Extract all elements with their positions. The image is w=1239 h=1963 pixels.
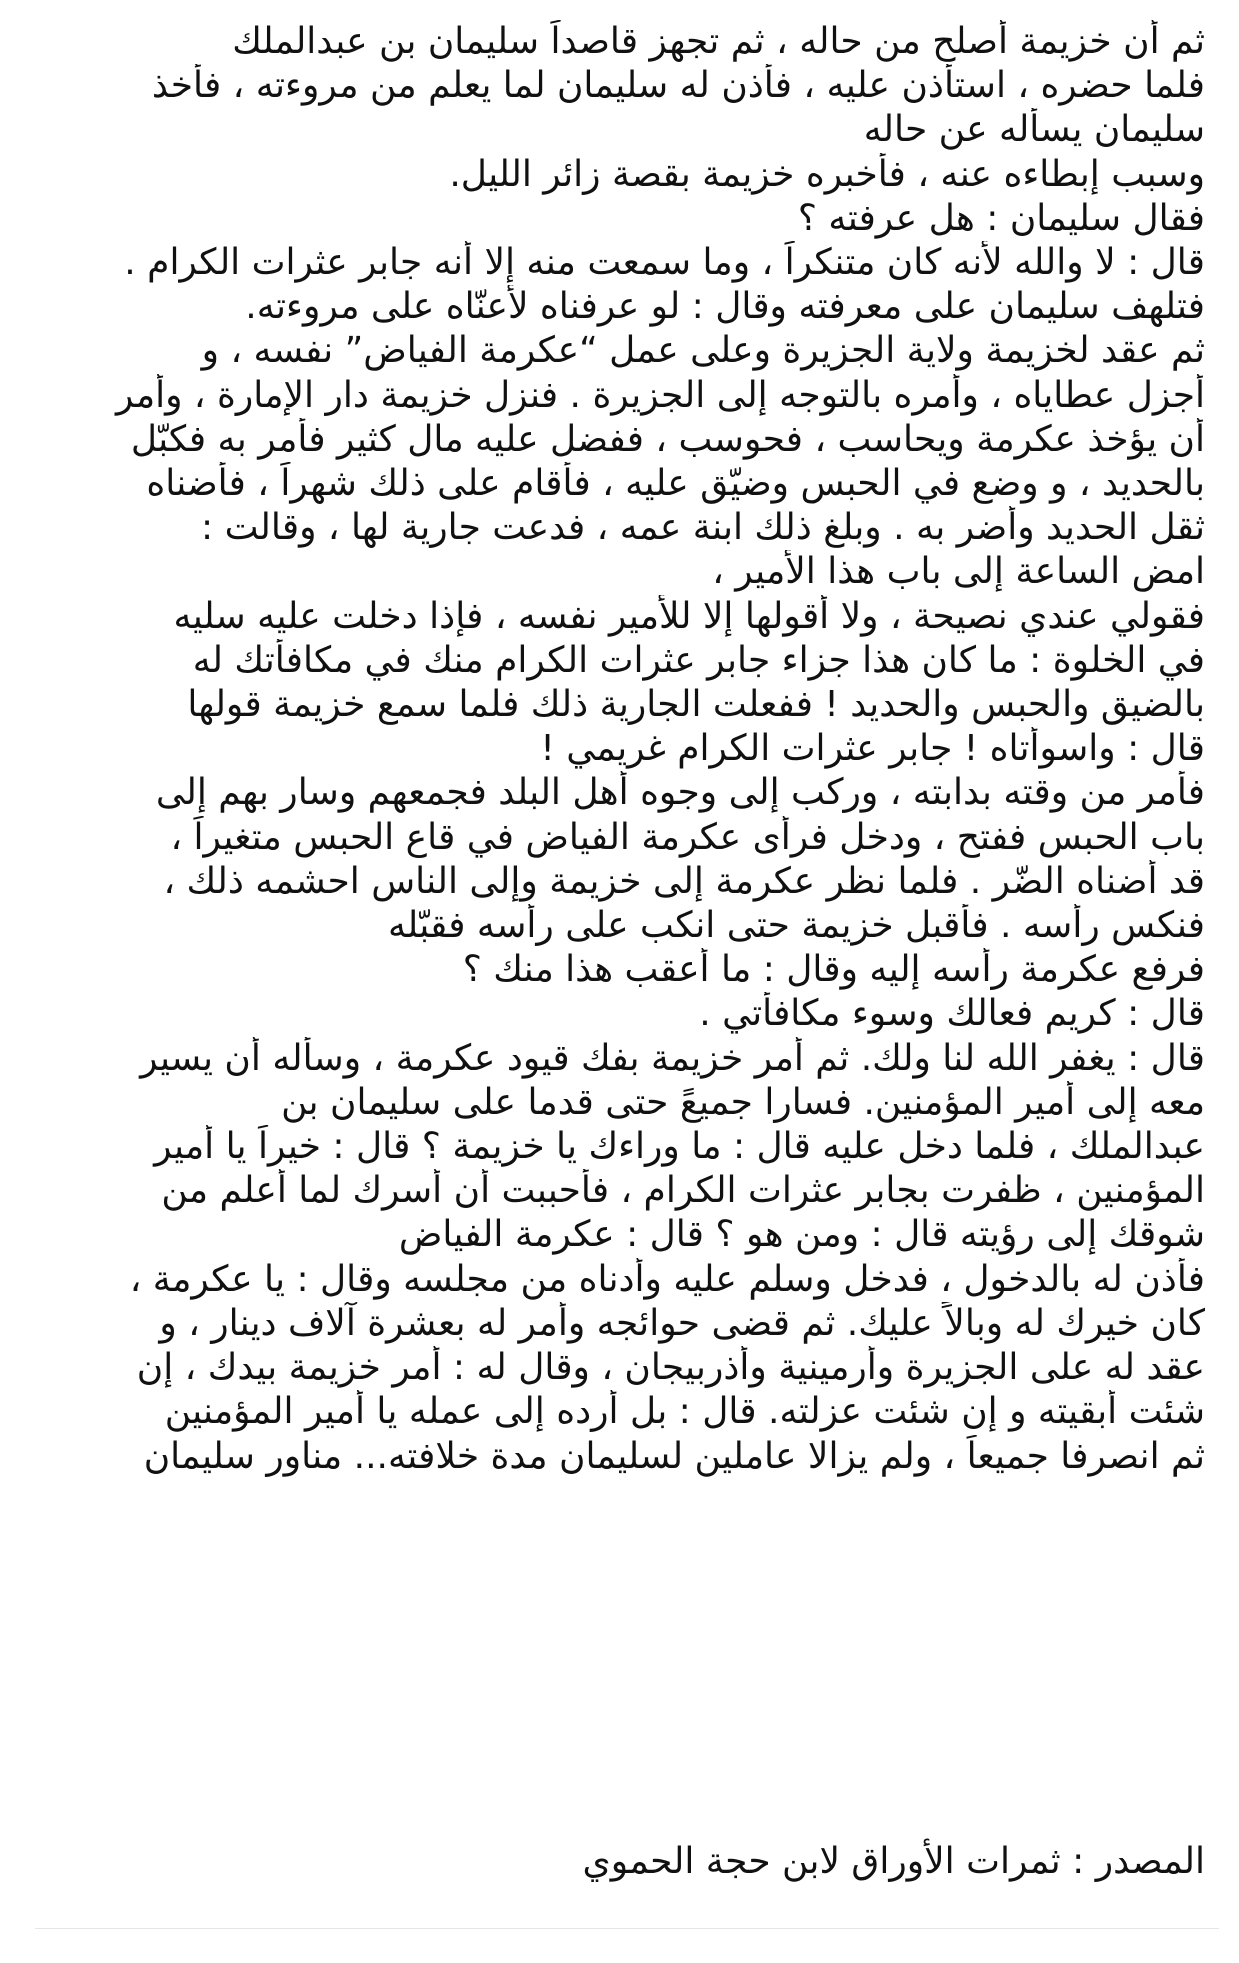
text-line-14: فقولي عندي نصيحة ، ولا أقولها إلا للأمير نفسه ، فإذا دخلت عليه سليه [173, 595, 1205, 637]
text-line-12: ثقل الحديد وأضر به . وبلغ ذلك ابنة عمه ، فدعت جارية لها ، وقالت : [201, 507, 1205, 549]
text-line-9: أجزل عطاياه ، وأمره بالتوجه إلى الجزيرة . فنزل خزيمة دار الإمارة ، وأمر [115, 374, 1205, 416]
story-text [50, 20, 1205, 1479]
text-line-3: سليمان يسأله عن حاله [863, 109, 1205, 151]
text-line-1: ثم أن خزيمة أصلح من حاله ، ثم تجهز قاصداً سليمان بن عبدالملك [232, 21, 1205, 62]
text-line-17: قال : واسوأتاه ! جابر عثرات الكرام غريمي ! [540, 728, 1205, 770]
text-line-4: وسبب إبطاءه عنه ، فأخبره خزيمة بقصة زائر الليل. [449, 153, 1205, 195]
text-line-13: امض الساعة إلى باب هذا الأمير ، [712, 551, 1205, 593]
text-line-2: فلما حضره ، استأذن عليه ، فأذن له سليمان لما يعلم من مروءته ، فأخذ [151, 65, 1205, 107]
text-line-30: كان خيرك له وبالاً عليك. ثم قضى حوائجه وأمر له بعشرة آلاف دينار ، و [159, 1302, 1205, 1344]
text-line-28: شوقك إلى رؤيته قال : ومن هو ؟ قال : عكرمة الفياض [398, 1214, 1205, 1256]
text-line-15: في الخلوة : ما كان هذا جزاء جابر عثرات الكرام منك في مكافأتك له [192, 639, 1205, 681]
text-line-18: فأمر من وقته بدابته ، وركب إلى وجوه أهل البلد فجمعهم وسار بهم إلى [155, 772, 1205, 814]
text-line-11: بالحديد ، و وضع في الحبس وضيّق عليه ، فأقام على ذلك شهراً ، فأضناه [146, 463, 1205, 505]
text-line-21: فنكس رأسه . فأقبل خزيمة حتى انكب على رأسه فقبّله [387, 905, 1205, 947]
text-line-7: فتلهف سليمان على معرفته وقال : لو عرفناه لأعنّاه على مروءته. [245, 286, 1205, 328]
text-line-22: فرفع عكرمة رأسه إليه وقال : ما أعقب هذا منك ؟ [462, 949, 1205, 991]
text-line-23: قال : كريم فعالك وسوء مكافأتي . [699, 993, 1205, 1035]
text-line-29: فأذن له بالدخول ، فدخل وسلم عليه وأدناه من مجلسه وقال : يا عكرمة ، [129, 1258, 1205, 1300]
text-line-10: أن يؤخذ عكرمة ويحاسب ، فحوسب ، ففضل عليه مال كثير فأمر به فكبّل [130, 418, 1205, 460]
text-line-27: المؤمنين ، ظفرت بجابر عثرات الكرام ، فأحببت أن أسرك لما أعلم من [161, 1170, 1205, 1212]
source-citation: المصدر : ثمرات الأوراق لابن حجة الحموي [582, 1841, 1205, 1882]
bottom-divider [35, 1928, 1219, 1929]
text-line-5: فقال سليمان : هل عرفته ؟ [797, 197, 1205, 239]
text-line-24: قال : يغفر الله لنا ولك. ثم أمر خزيمة بفك قيود عكرمة ، وسأله أن يسير [140, 1037, 1205, 1079]
text-line-31: عقد له على الجزيرة وأرمينية وأذربيجان ، وقال له : أمر خزيمة بيدك ، إن [136, 1347, 1205, 1389]
text-line-8: ثم عقد لخزيمة ولاية الجزيرة وعلى عمل “عكرمة الفياض” نفسه ، و [201, 330, 1205, 372]
text-line-33: ثم انصرفا جميعاً ، ولم يزالا عاملين لسليمان مدة خلافته... مناور سليمان [143, 1435, 1205, 1477]
text-line-20: قد أضناه الضّر . فلما نظر عكرمة إلى خزيمة وإلى الناس احشمه ذلك ، [163, 860, 1205, 902]
text-line-16: بالضيق والحبس والحديد ! ففعلت الجارية ذلك فلما سمع خزيمة قولها [187, 684, 1205, 726]
text-line-25: معه إلى أمير المؤمنين. فسارا جميعً حتى قدما على سليمان بن [281, 1081, 1205, 1123]
text-line-6: قال : لا والله لأنه كان متنكراً ، وما سمعت منه إلا أنه جابر عثرات الكرام . [124, 242, 1205, 284]
text-line-26: عبدالملك ، فلما دخل عليه قال : ما وراءك يا خزيمة ؟ قال : خيراً يا أمير [154, 1126, 1205, 1168]
text-line-19: باب الحبس ففتح ، ودخل فرأى عكرمة الفياض في قاع الحبس متغيراً ، [170, 816, 1205, 858]
text-line-32: شئت أبقيته و إن شئت عزلته. قال : بل أرده إلى عمله يا أمير المؤمنين [164, 1391, 1205, 1433]
